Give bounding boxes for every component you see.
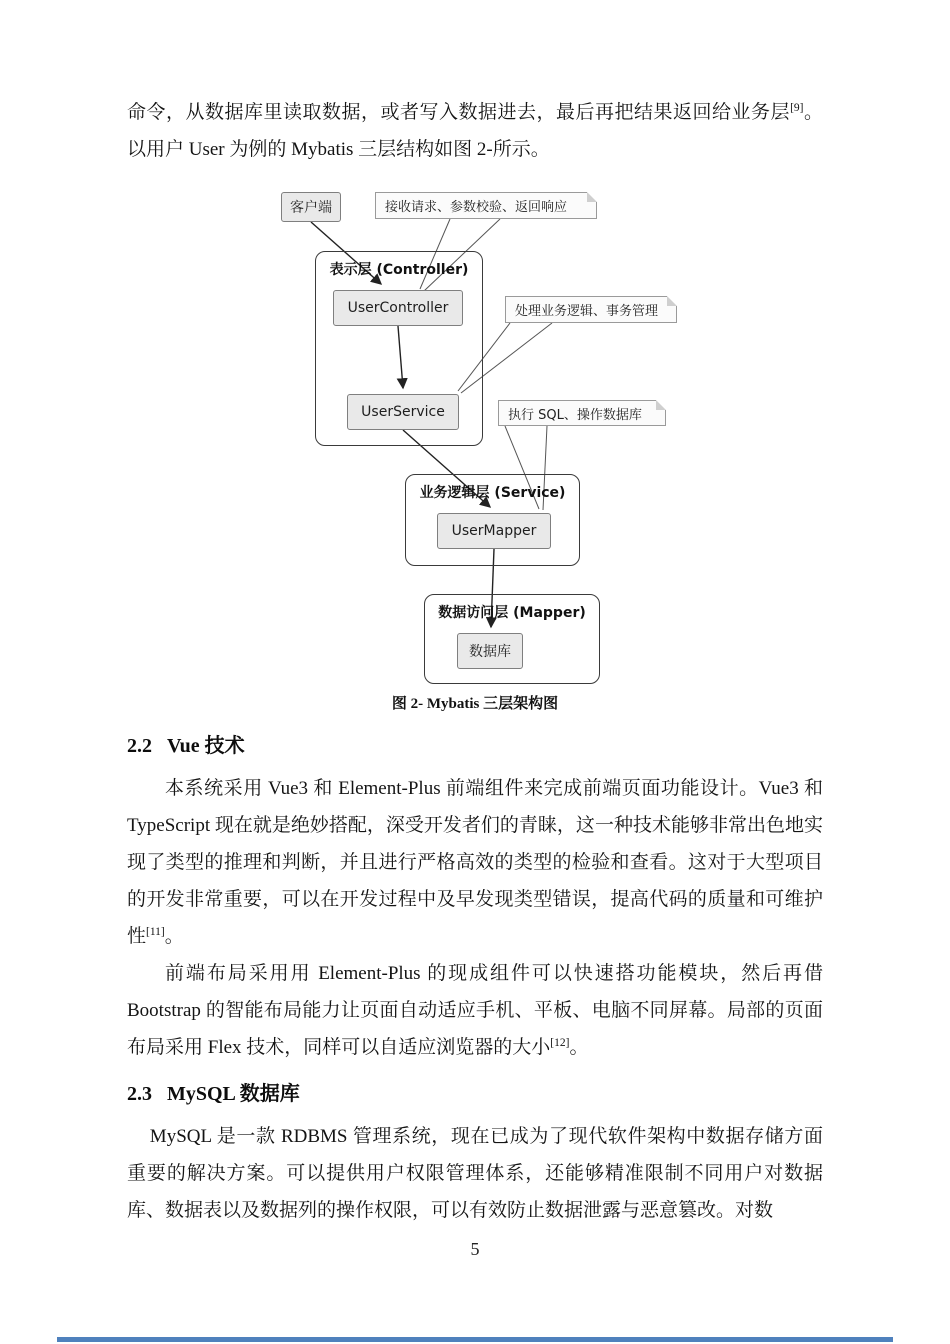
- vue-para1-tail: 。: [164, 926, 184, 947]
- figure-caption: 图 2- Mybatis 三层架构图: [391, 696, 559, 712]
- node-userservice: [347, 394, 459, 430]
- page-number: 5: [470, 1239, 480, 1259]
- citation-12: [12]: [550, 1037, 570, 1049]
- heading-2-2-title: Vue 技术: [167, 735, 245, 757]
- mysql-para1-text: MySQL 是一款 RDBMS 管理系统，现在已成为了现代软件架构中数据存储方面重要的解决方案。可以提供用户权限管理体系，还能够精准限制不同用户对数据库、数据表以及数据列的操作权限，可以有效防止数据泄露与恶意篡改。对数: [127, 1126, 823, 1221]
- layer-mapper-title: 数据访问层 (Mapper): [438, 605, 586, 621]
- node-usermapper-label: UserMapper: [451, 523, 537, 539]
- intro-text: 命令，从数据库里读取数据，或者写入数据进去，最后再把结果返回给业务层: [127, 102, 791, 123]
- paragraph-vue-2: [127, 955, 823, 1066]
- figure-mybatis-architecture: [127, 186, 823, 686]
- heading-section-2-3: [127, 1080, 823, 1108]
- vue-para2-tail: 。: [569, 1037, 589, 1058]
- note-request-validation-label: 接收请求、参数校验、返回响应: [385, 200, 568, 215]
- intro-tail: 。以用户 User 为例的 Mybatis 三层结构如图 2-所示。: [127, 102, 823, 160]
- layer-service-title: 业务逻辑层 (Service): [419, 485, 566, 501]
- vue-para1-text: 本系统采用 Vue3 和 Element-Plus 前端组件来完成前端页面功能设计。Vue3 和 TypeScript 现在就是绝妙搭配，深受开发者们的青睐，这一种技术能够非常出色地实现了类型的推理和判断，并且进行严格高效的类型的检验和查看。这对于大型项目的开发非常重要，可以在开发过程中及早发现类型错误，提高代码的质量和可维护性: [127, 778, 823, 947]
- node-client: [281, 192, 341, 222]
- node-usercontroller-label: UserController: [347, 300, 449, 316]
- paragraph-vue-1: [127, 770, 823, 955]
- heading-2-3-title: MySQL 数据库: [167, 1083, 300, 1105]
- note-business-logic: [505, 296, 677, 323]
- heading-2-3-number: 2.3: [127, 1083, 152, 1105]
- node-usercontroller: [333, 290, 463, 326]
- note-execute-sql: [498, 400, 666, 426]
- citation-9: [9]: [790, 102, 804, 114]
- note-execute-sql-label: 执行 SQL、操作数据库: [508, 407, 642, 423]
- bottom-blue-line: [57, 1337, 893, 1342]
- citation-11: [11]: [146, 926, 165, 938]
- node-usermapper: [437, 513, 551, 549]
- node-userservice-label: UserService: [361, 404, 445, 420]
- layer-controller-title: 表示层 (Controller): [329, 262, 469, 278]
- note-business-logic-label: 处理业务逻辑、事务管理: [515, 304, 659, 319]
- paragraph-intro: [127, 94, 823, 168]
- node-database-label: 数据库: [469, 644, 511, 660]
- paragraph-mysql-1: [127, 1118, 823, 1229]
- heading-2-2-number: 2.2: [127, 735, 152, 757]
- vue-para2-text: 前端布局采用用 Element-Plus 的现成组件可以快速搭功能模块，然后再借 Bootstrap 的智能布局能力让页面自动适应手机、平板、电脑不同屏幕。局部的页面布局采用 Flex 技术，同样可以自适应浏览器的大小: [127, 963, 823, 1058]
- note-request-validation: [375, 192, 597, 219]
- node-client-label: 客户端: [290, 200, 332, 216]
- node-database: [457, 633, 523, 669]
- heading-section-2-2: [127, 732, 823, 760]
